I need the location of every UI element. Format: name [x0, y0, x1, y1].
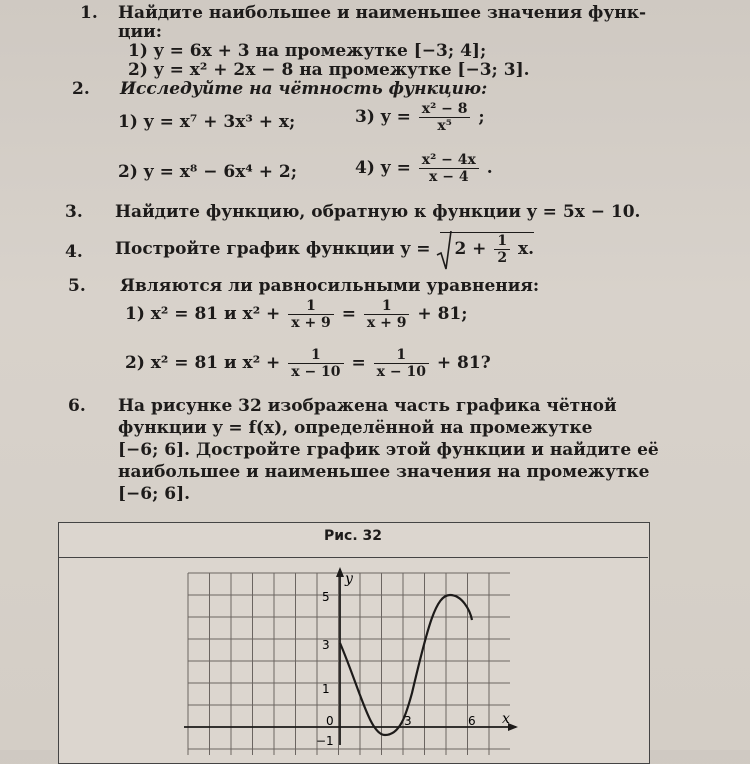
task-2-item-3 [355, 101, 485, 134]
x-tick-6: 6 [468, 714, 476, 728]
task-4-lead: Постройте график функции y = [115, 239, 431, 259]
task-6-line-3: [−6; 6]. Достройте график этой функции и найдите её [118, 440, 659, 460]
item-2-fraction-right [374, 347, 429, 380]
task-5-number: 5. [68, 276, 86, 296]
item-2-pre: 2) x² = 81 и x² + [125, 353, 281, 373]
sqrt-expression [440, 232, 534, 266]
task-2-item-4-fraction [419, 152, 479, 185]
fraction-numerator: 1 [288, 347, 343, 364]
fraction-denominator: x − 10 [376, 364, 426, 380]
sqrt-fraction [494, 233, 510, 266]
origin-label: 0 [326, 714, 334, 728]
fraction-numerator: 1 [364, 298, 410, 315]
task-1-text-cont: ции: [118, 22, 163, 42]
task-2-item-4 [355, 152, 493, 185]
fraction-numerator: 1 [374, 347, 429, 364]
task-1-item-1: 1) y = 6x + 3 на промежутке [−3; 4]; [128, 41, 487, 61]
task-1-text: Найдите наибольшее и наименьшее значения функ- [118, 3, 647, 23]
fraction-numerator: 1 [494, 233, 510, 250]
item-1-post: + 81; [417, 304, 468, 324]
figure-caption: Рис. 32 [323, 528, 383, 544]
item-2-post: + 81? [436, 353, 491, 373]
function-graph [180, 565, 520, 755]
task-6-line-2: функции y = f(x), определённой на промежутке [118, 418, 593, 438]
item-2-fraction-left [288, 347, 343, 380]
y-tick-minus-1: −1 [316, 734, 334, 748]
task-2-item-4-prefix: 4) y = [355, 158, 411, 178]
task-4-number: 4. [65, 242, 83, 262]
task-1-number: 1. [80, 3, 98, 23]
task-2-number: 2. [72, 79, 90, 99]
task-2-item-3-prefix: 3) y = [355, 107, 411, 127]
task-3-number: 3. [65, 202, 83, 222]
fraction-numerator: 1 [288, 298, 334, 315]
fraction-denominator: 2 [497, 250, 508, 266]
y-tick-1: 1 [322, 682, 330, 696]
item-1-pre: 1) x² = 81 и x² + [125, 304, 281, 324]
fraction-denominator: x⁵ [437, 118, 452, 134]
task-5-item-1 [125, 298, 468, 331]
y-axis-arrow-icon [336, 567, 344, 577]
fraction-denominator: x − 10 [291, 364, 341, 380]
task-2-item-2: 2) y = x⁸ − 6x⁴ + 2; [118, 162, 298, 182]
fraction-denominator: x − 4 [429, 169, 469, 185]
fraction-numerator: x² − 4x [419, 152, 479, 169]
task-6-number: 6. [68, 396, 86, 416]
task-6-line-1: На рисунке 32 изображена часть графика чётной [118, 396, 617, 416]
y-tick-3: 3 [322, 638, 330, 652]
fraction-numerator: x² − 8 [419, 101, 471, 118]
task-6-line-5: [−6; 6]. [118, 484, 191, 504]
y-tick-5: 5 [322, 590, 330, 604]
sqrt-sign-icon [436, 231, 452, 271]
item-1-equals: = [341, 304, 356, 324]
task-1-item-2: 2) y = x² + 2x − 8 на промежутке [−3; 3]. [128, 60, 530, 80]
item-1-fraction-left [288, 298, 334, 331]
fraction-denominator: x + 9 [366, 315, 407, 331]
task-3-text: Найдите функцию, обратную к функции y = 5x − 10. [115, 202, 641, 222]
x-axis-label: x [502, 711, 510, 727]
sqrt-post: x. [518, 239, 535, 259]
task-6-line-4: наибольшее и наименьшее значения на промежутке [118, 462, 650, 482]
task-5-text: Являются ли равносильными уравнения: [120, 276, 540, 296]
task-4-text [115, 232, 534, 272]
task-2-item-1: 1) y = x⁷ + 3x³ + x; [118, 112, 296, 132]
sqrt-pre: 2 + [454, 239, 487, 259]
x-tick-3: 3 [404, 714, 412, 728]
task-5-item-2 [125, 347, 491, 380]
fraction-denominator: x + 9 [291, 315, 331, 331]
item-1-fraction-right [364, 298, 410, 331]
task-2-item-3-suffix: ; [478, 107, 485, 127]
caption-divider [58, 557, 648, 558]
item-2-equals: = [351, 353, 366, 373]
task-2-item-3-fraction [419, 101, 471, 134]
task-2-item-4-suffix: . [486, 158, 493, 178]
y-axis-label: y [345, 571, 353, 587]
task-2-text: Исследуйте на чётность функцию: [120, 79, 488, 99]
